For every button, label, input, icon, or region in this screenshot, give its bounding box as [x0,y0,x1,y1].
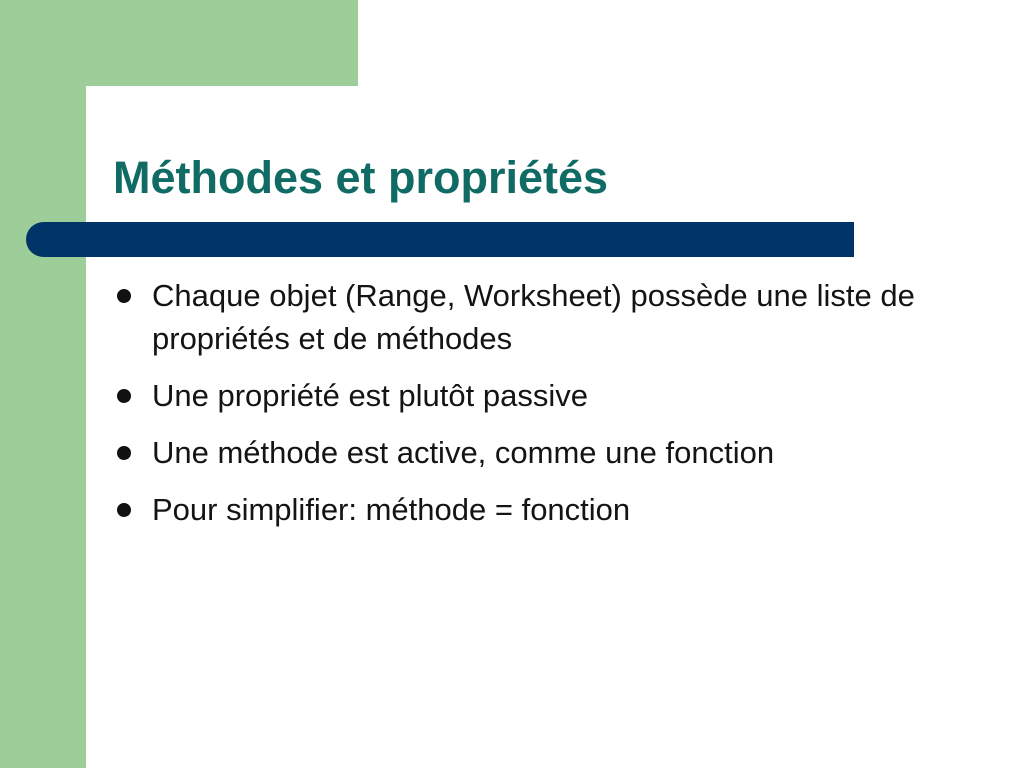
bullet-dot-icon [117,503,131,517]
bullet-dot-icon [117,289,131,303]
bullet-text: Une propriété est plutôt passive [152,378,588,413]
bullet-text: Une méthode est active, comme une fonction [152,435,775,470]
bullet-item [117,274,997,360]
bullet-item [117,431,997,474]
green-corner-block [0,0,358,86]
bullet-text: Chaque objet (Range, Worksheet) possède une liste de propriétés et de méthodes [152,278,915,356]
bullet-dot-icon [117,446,131,460]
green-side-strip [0,0,86,768]
title-underline-bar [26,222,854,257]
bullet-item [117,374,997,417]
slide-title: Méthodes et propriétés [113,152,609,203]
bullet-item [117,488,997,531]
bullet-list [117,274,997,545]
bullet-dot-icon [117,389,131,403]
bullet-text: Pour simplifier: méthode = fonction [152,492,631,527]
